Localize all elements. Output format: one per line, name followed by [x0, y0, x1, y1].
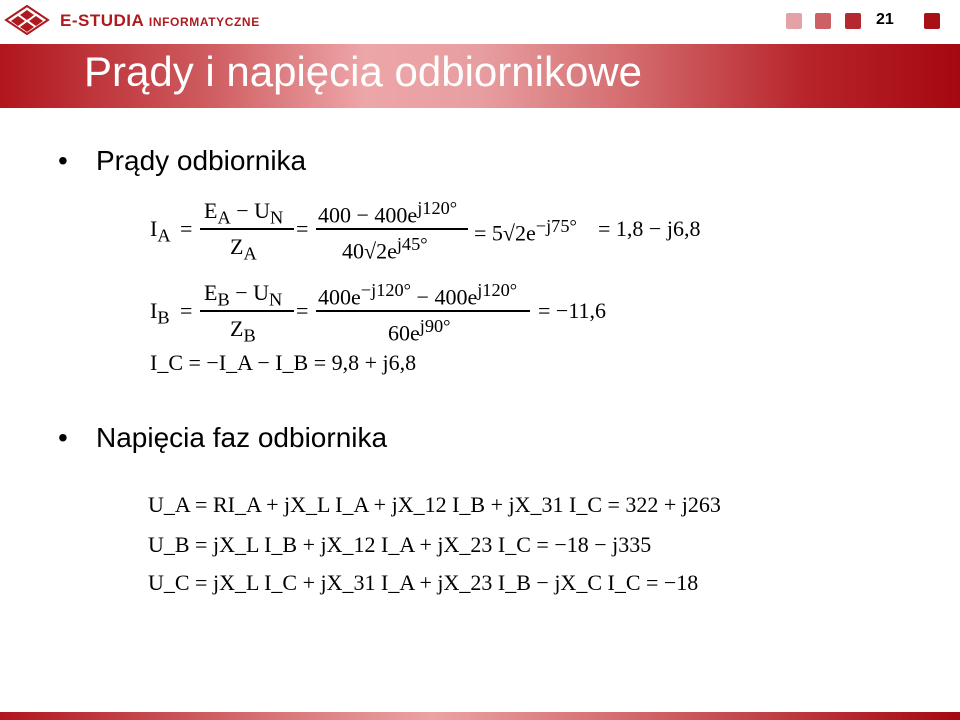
eq-subscript: A — [157, 225, 171, 246]
slide-number: 21 — [876, 11, 894, 28]
eq-symbol: E — [204, 280, 218, 305]
fraction-line — [316, 310, 530, 312]
square-4 — [924, 13, 940, 29]
eq-exponential: e — [407, 202, 418, 228]
slide-squares — [0, 13, 960, 33]
eq-exponential: e — [410, 320, 420, 346]
eq-result: = −11,6 — [538, 298, 606, 323]
eq-symbol: I — [150, 298, 158, 323]
eq-symbol: Z — [230, 316, 244, 341]
eq-exponent: −j120° — [360, 280, 412, 300]
square-3 — [845, 13, 861, 29]
eq-exponent: j90° — [419, 316, 451, 336]
slide-title: Prądy i napięcia odbiornikowe — [84, 48, 642, 95]
eq-symbol: Z — [230, 234, 244, 259]
eq-exponential: e — [351, 284, 361, 310]
eq-exponential: e — [525, 220, 536, 246]
section-heading-voltages — [58, 422, 388, 454]
eq-subscript: B — [217, 289, 230, 310]
eq-exponential: e — [467, 284, 478, 310]
eq-exponent: j120° — [477, 280, 518, 300]
eq-sign: = — [180, 298, 193, 323]
bottom-bar — [0, 712, 960, 720]
section-heading-currents — [58, 145, 307, 177]
eq-subscript: A — [217, 207, 231, 228]
eq-sign: = — [180, 216, 193, 241]
brand-sub: INFORMATYCZNE — [148, 15, 260, 29]
eq-exponential: e — [387, 238, 397, 264]
eq-subscript: A — [243, 243, 257, 264]
eq-subscript: B — [157, 307, 170, 328]
eq-exponent: j45° — [396, 234, 428, 254]
square-2 — [815, 13, 831, 29]
equation-ua: U_A = RI_A + jX_L I_A + jX_12 I_B + jX_31 I_C = 322 + j263 — [148, 492, 721, 517]
brand-main: E-STUDIA — [60, 11, 144, 30]
eq-subscript: N — [270, 207, 284, 228]
eq-number: 400 − 400 — [318, 202, 408, 228]
equation-ic: I_C = −I_A − I_B = 9,8 + j6,8 — [150, 350, 417, 375]
eq-subscript: N — [268, 289, 283, 310]
section-heading-text: Prądy odbiornika — [96, 145, 307, 176]
bullet-icon: • — [58, 145, 68, 176]
eq-number: 60 — [388, 320, 410, 346]
square-1 — [786, 13, 802, 29]
eq-subscript: B — [243, 325, 256, 346]
equation-uc: U_C = jX_L I_C + jX_31 I_A + jX_23 I_B − jX_C I_C = −18 — [148, 570, 699, 595]
eq-operator: − U — [235, 280, 269, 305]
fraction-line — [316, 228, 468, 230]
eq-symbol: E — [204, 198, 218, 223]
bullet-icon: • — [58, 422, 68, 453]
eq-number: 40√2 — [342, 238, 388, 264]
eq-number: 400 — [318, 284, 351, 310]
eq-exponent: j120° — [417, 198, 458, 218]
eq-operator: − U — [236, 198, 270, 223]
eq-result: = 1,8 − — [598, 216, 667, 241]
eq-symbol: I — [150, 216, 158, 241]
fraction-line — [200, 228, 294, 230]
eq-number: − 400 — [416, 284, 468, 310]
eq-sign: = — [296, 216, 309, 241]
eq-sign: = — [296, 298, 309, 323]
eq-number: = 5√2 — [474, 220, 526, 246]
eq-exponent: −j75° — [535, 216, 577, 236]
fraction-line — [200, 310, 294, 312]
section-heading-text: Napięcia faz odbiornika — [96, 422, 388, 453]
eq-result-imag: j6,8 — [666, 216, 701, 241]
equation-ub: U_B = jX_L I_B + jX_12 I_A + jX_23 I_C = −18 − j335 — [148, 532, 652, 557]
